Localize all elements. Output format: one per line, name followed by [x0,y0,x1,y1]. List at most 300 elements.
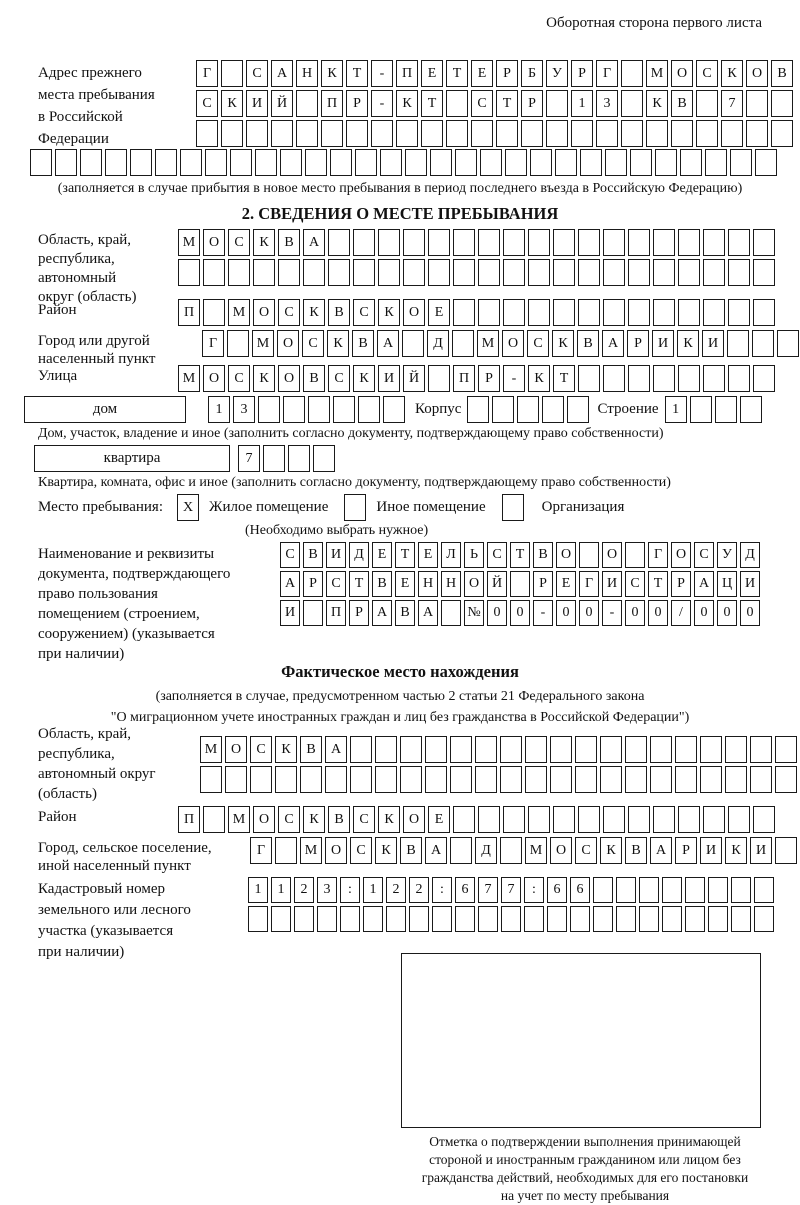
char-cell[interactable] [478,299,500,326]
char-cell[interactable] [731,877,751,903]
char-cell[interactable]: О [464,571,484,597]
char-cell[interactable] [230,149,252,176]
char-cell[interactable] [325,766,347,793]
char-cell[interactable] [371,120,393,147]
char-cell[interactable] [467,396,489,423]
char-cell[interactable] [546,120,568,147]
char-cell[interactable]: 1 [363,877,383,903]
char-cell[interactable] [492,396,514,423]
char-cell[interactable] [225,766,247,793]
char-cell[interactable] [530,149,552,176]
char-cell[interactable] [753,365,775,392]
char-cell[interactable] [478,259,500,286]
char-cell[interactable] [596,120,618,147]
char-cell[interactable] [628,229,650,256]
char-cell[interactable]: У [546,60,568,87]
char-cell[interactable]: О [556,542,576,568]
char-cell[interactable]: Т [446,60,468,87]
char-cell[interactable]: К [646,90,668,117]
char-cell[interactable]: Й [487,571,507,597]
char-cell[interactable]: Е [395,571,415,597]
char-cell[interactable]: - [371,60,393,87]
char-cell[interactable]: Р [346,90,368,117]
char-cell[interactable]: Р [478,365,500,392]
char-cell[interactable] [728,229,750,256]
char-cell[interactable] [300,766,322,793]
char-cell[interactable] [253,259,275,286]
char-cell[interactable]: К [353,365,375,392]
char-cell[interactable] [452,330,474,357]
char-cell[interactable]: Р [521,90,543,117]
char-cell[interactable] [621,90,643,117]
char-cell[interactable] [227,330,249,357]
char-cell[interactable]: 1 [665,396,687,423]
char-cell[interactable]: С [228,365,250,392]
char-cell[interactable]: К [396,90,418,117]
char-cell[interactable] [700,736,722,763]
char-cell[interactable] [639,877,659,903]
char-cell[interactable]: 1 [248,877,268,903]
char-cell[interactable]: 0 [579,600,599,626]
char-cell[interactable]: - [602,600,622,626]
char-cell[interactable]: С [527,330,549,357]
char-cell[interactable] [105,149,127,176]
char-cell[interactable] [646,120,668,147]
char-cell[interactable] [728,806,750,833]
char-cell[interactable]: Н [296,60,318,87]
char-cell[interactable]: 0 [487,600,507,626]
char-cell[interactable] [553,299,575,326]
char-cell[interactable]: О [671,542,691,568]
char-cell[interactable] [628,299,650,326]
char-cell[interactable]: Г [648,542,668,568]
char-cell[interactable] [678,299,700,326]
char-cell[interactable]: В [303,365,325,392]
char-cell[interactable] [662,906,682,932]
char-cell[interactable] [453,299,475,326]
char-cell[interactable]: О [602,542,622,568]
char-cell[interactable] [283,396,305,423]
char-cell[interactable] [358,396,380,423]
char-cell[interactable]: Г [579,571,599,597]
char-cell[interactable] [546,90,568,117]
char-cell[interactable] [771,120,793,147]
char-cell[interactable]: Г [202,330,224,357]
char-cell[interactable] [678,229,700,256]
char-cell[interactable]: Р [675,837,697,864]
char-cell[interactable]: О [253,806,275,833]
char-cell[interactable]: Б [521,60,543,87]
char-cell[interactable] [603,259,625,286]
char-cell[interactable] [500,837,522,864]
char-cell[interactable]: О [502,330,524,357]
char-cell[interactable] [275,766,297,793]
char-cell[interactable]: И [700,837,722,864]
char-cell[interactable] [521,120,543,147]
char-cell[interactable]: М [300,837,322,864]
char-cell[interactable] [500,736,522,763]
char-cell[interactable] [630,149,652,176]
char-cell[interactable]: О [671,60,693,87]
char-cell[interactable] [400,736,422,763]
char-cell[interactable]: Т [349,571,369,597]
char-cell[interactable] [570,906,590,932]
char-cell[interactable]: С [353,806,375,833]
char-cell[interactable]: С [625,571,645,597]
char-cell[interactable]: А [418,600,438,626]
char-cell[interactable]: Т [510,542,530,568]
char-cell[interactable] [30,149,52,176]
char-cell[interactable] [363,906,383,932]
char-cell[interactable] [680,149,702,176]
char-cell[interactable] [579,542,599,568]
char-cell[interactable] [605,149,627,176]
char-cell[interactable] [528,229,550,256]
char-cell[interactable]: Е [372,542,392,568]
char-cell[interactable] [178,259,200,286]
char-cell[interactable]: С [487,542,507,568]
char-cell[interactable] [525,736,547,763]
char-cell[interactable]: Й [403,365,425,392]
char-cell[interactable] [205,149,227,176]
char-cell[interactable]: Т [421,90,443,117]
char-cell[interactable] [755,149,777,176]
char-cell[interactable] [375,766,397,793]
char-cell[interactable] [203,299,225,326]
char-cell[interactable] [580,149,602,176]
char-cell[interactable] [155,149,177,176]
char-cell[interactable] [753,259,775,286]
char-cell[interactable] [600,766,622,793]
char-cell[interactable] [355,149,377,176]
char-cell[interactable] [505,149,527,176]
char-cell[interactable]: И [740,571,760,597]
char-cell[interactable]: В [372,571,392,597]
char-cell[interactable]: 0 [717,600,737,626]
char-cell[interactable]: О [253,299,275,326]
char-cell[interactable] [528,299,550,326]
char-cell[interactable]: В [671,90,693,117]
char-cell[interactable] [621,120,643,147]
char-cell[interactable] [421,120,443,147]
char-cell[interactable]: А [325,736,347,763]
char-cell[interactable]: : [524,877,544,903]
char-cell[interactable] [180,149,202,176]
char-cell[interactable] [628,806,650,833]
char-cell[interactable]: В [625,837,647,864]
char-cell[interactable] [378,229,400,256]
char-cell[interactable]: С [302,330,324,357]
char-cell[interactable] [478,229,500,256]
char-cell[interactable] [621,60,643,87]
char-cell[interactable]: М [477,330,499,357]
char-cell[interactable]: Р [671,571,691,597]
char-cell[interactable]: К [721,60,743,87]
char-cell[interactable] [725,736,747,763]
char-cell[interactable]: О [203,229,225,256]
char-cell[interactable] [705,149,727,176]
char-cell[interactable] [478,806,500,833]
char-cell[interactable] [340,906,360,932]
char-cell[interactable] [403,229,425,256]
char-cell[interactable]: К [303,299,325,326]
char-cell[interactable] [517,396,539,423]
char-cell[interactable]: И [652,330,674,357]
char-cell[interactable] [400,766,422,793]
char-cell[interactable]: К [378,806,400,833]
char-cell[interactable] [353,259,375,286]
stay-type-checkbox-zhiloe[interactable]: X [177,494,199,521]
char-cell[interactable]: Г [596,60,618,87]
char-cell[interactable] [730,149,752,176]
char-cell[interactable]: С [575,837,597,864]
char-cell[interactable]: Д [349,542,369,568]
char-cell[interactable] [450,736,472,763]
char-cell[interactable] [650,736,672,763]
char-cell[interactable] [754,877,774,903]
char-cell[interactable]: С [196,90,218,117]
char-cell[interactable]: П [178,299,200,326]
char-cell[interactable]: Й [271,90,293,117]
char-cell[interactable] [432,906,452,932]
char-cell[interactable]: 0 [510,600,530,626]
char-cell[interactable]: Е [428,806,450,833]
char-cell[interactable] [575,766,597,793]
char-cell[interactable] [567,396,589,423]
char-cell[interactable] [708,906,728,932]
char-cell[interactable] [662,877,682,903]
char-cell[interactable] [616,877,636,903]
char-cell[interactable]: П [321,90,343,117]
char-cell[interactable] [221,120,243,147]
char-cell[interactable] [555,149,577,176]
char-cell[interactable]: Е [418,542,438,568]
char-cell[interactable]: М [525,837,547,864]
char-cell[interactable]: 0 [694,600,714,626]
char-cell[interactable]: С [353,299,375,326]
char-cell[interactable]: И [602,571,622,597]
char-cell[interactable] [721,120,743,147]
char-cell[interactable] [616,906,636,932]
char-cell[interactable] [753,229,775,256]
char-cell[interactable] [696,90,718,117]
char-cell[interactable]: В [533,542,553,568]
char-cell[interactable] [700,766,722,793]
char-cell[interactable]: Г [250,837,272,864]
char-cell[interactable]: 3 [233,396,255,423]
char-cell[interactable]: С [326,571,346,597]
char-cell[interactable] [255,149,277,176]
char-cell[interactable] [453,806,475,833]
char-cell[interactable]: К [303,806,325,833]
char-cell[interactable]: 0 [740,600,760,626]
char-cell[interactable] [550,736,572,763]
char-cell[interactable]: С [250,736,272,763]
char-cell[interactable]: М [228,806,250,833]
char-cell[interactable] [313,445,335,472]
char-cell[interactable]: И [280,600,300,626]
char-cell[interactable]: У [717,542,737,568]
char-cell[interactable] [675,766,697,793]
char-cell[interactable]: 3 [596,90,618,117]
char-cell[interactable] [409,906,429,932]
char-cell[interactable] [441,600,461,626]
char-cell[interactable] [708,877,728,903]
char-cell[interactable] [296,90,318,117]
char-cell[interactable] [294,906,314,932]
char-cell[interactable] [475,736,497,763]
char-cell[interactable]: Ц [717,571,737,597]
char-cell[interactable] [777,330,799,357]
char-cell[interactable]: Р [627,330,649,357]
char-cell[interactable] [553,259,575,286]
char-cell[interactable]: С [694,542,714,568]
char-cell[interactable] [625,542,645,568]
char-cell[interactable] [378,259,400,286]
char-cell[interactable]: О [277,330,299,357]
char-cell[interactable]: М [228,299,250,326]
char-cell[interactable] [503,299,525,326]
char-cell[interactable]: В [328,299,350,326]
char-cell[interactable]: Д [740,542,760,568]
stay-type-checkbox-org[interactable] [502,494,524,521]
char-cell[interactable] [333,396,355,423]
char-cell[interactable] [446,90,468,117]
char-cell[interactable]: М [646,60,668,87]
char-cell[interactable] [578,365,600,392]
char-cell[interactable]: Р [349,600,369,626]
char-cell[interactable]: 7 [721,90,743,117]
char-cell[interactable] [593,906,613,932]
char-cell[interactable]: К [677,330,699,357]
char-cell[interactable]: А [280,571,300,597]
char-cell[interactable] [350,736,372,763]
char-cell[interactable] [603,299,625,326]
char-cell[interactable] [775,766,797,793]
char-cell[interactable] [328,229,350,256]
char-cell[interactable] [263,445,285,472]
char-cell[interactable] [571,120,593,147]
char-cell[interactable]: 3 [317,877,337,903]
char-cell[interactable]: М [252,330,274,357]
char-cell[interactable] [430,149,452,176]
char-cell[interactable]: К [378,299,400,326]
char-cell[interactable] [678,365,700,392]
char-cell[interactable] [350,766,372,793]
char-cell[interactable] [575,736,597,763]
char-cell[interactable] [593,877,613,903]
char-cell[interactable] [685,877,705,903]
char-cell[interactable] [740,396,762,423]
char-cell[interactable] [501,906,521,932]
char-cell[interactable]: Т [395,542,415,568]
char-cell[interactable]: А [694,571,714,597]
char-cell[interactable]: 2 [386,877,406,903]
char-cell[interactable]: Н [441,571,461,597]
char-cell[interactable]: В [300,736,322,763]
char-cell[interactable] [703,299,725,326]
char-cell[interactable] [753,299,775,326]
char-cell[interactable]: Г [196,60,218,87]
char-cell[interactable] [425,766,447,793]
char-cell[interactable] [55,149,77,176]
char-cell[interactable]: К [552,330,574,357]
char-cell[interactable] [383,396,405,423]
char-cell[interactable]: Р [303,571,323,597]
char-cell[interactable] [296,120,318,147]
char-cell[interactable]: Р [496,60,518,87]
char-cell[interactable]: 1 [271,877,291,903]
char-cell[interactable]: 0 [556,600,576,626]
char-cell[interactable]: С [228,229,250,256]
char-cell[interactable]: В [395,600,415,626]
char-cell[interactable] [625,736,647,763]
char-cell[interactable] [542,396,564,423]
char-cell[interactable] [578,299,600,326]
char-cell[interactable]: К [375,837,397,864]
char-cell[interactable]: О [403,299,425,326]
char-cell[interactable] [728,365,750,392]
char-cell[interactable] [380,149,402,176]
char-cell[interactable] [453,259,475,286]
char-cell[interactable]: Т [496,90,518,117]
char-cell[interactable] [752,330,774,357]
char-cell[interactable] [317,906,337,932]
char-cell[interactable] [750,766,772,793]
char-cell[interactable]: О [203,365,225,392]
char-cell[interactable]: Р [533,571,553,597]
char-cell[interactable] [405,149,427,176]
char-cell[interactable] [305,149,327,176]
char-cell[interactable] [528,259,550,286]
char-cell[interactable]: Д [427,330,449,357]
char-cell[interactable] [130,149,152,176]
char-cell[interactable] [396,120,418,147]
char-cell[interactable]: П [396,60,418,87]
char-cell[interactable] [303,259,325,286]
char-cell[interactable]: А [650,837,672,864]
char-cell[interactable] [578,229,600,256]
char-cell[interactable]: 1 [208,396,230,423]
char-cell[interactable] [258,396,280,423]
char-cell[interactable]: К [600,837,622,864]
char-cell[interactable] [203,259,225,286]
char-cell[interactable] [471,120,493,147]
char-cell[interactable] [425,736,447,763]
char-cell[interactable]: Н [418,571,438,597]
char-cell[interactable]: 0 [625,600,645,626]
char-cell[interactable] [480,149,502,176]
char-cell[interactable] [328,259,350,286]
char-cell[interactable] [330,149,352,176]
char-cell[interactable]: 2 [409,877,429,903]
char-cell[interactable]: С [278,299,300,326]
char-cell[interactable] [725,766,747,793]
char-cell[interactable] [625,766,647,793]
char-cell[interactable] [639,906,659,932]
char-cell[interactable] [653,365,675,392]
char-cell[interactable]: А [271,60,293,87]
char-cell[interactable] [578,806,600,833]
char-cell[interactable] [510,571,530,597]
char-cell[interactable]: В [400,837,422,864]
char-cell[interactable]: К [725,837,747,864]
char-cell[interactable]: А [372,600,392,626]
char-cell[interactable] [653,229,675,256]
char-cell[interactable] [446,120,468,147]
char-cell[interactable] [746,90,768,117]
char-cell[interactable] [196,120,218,147]
